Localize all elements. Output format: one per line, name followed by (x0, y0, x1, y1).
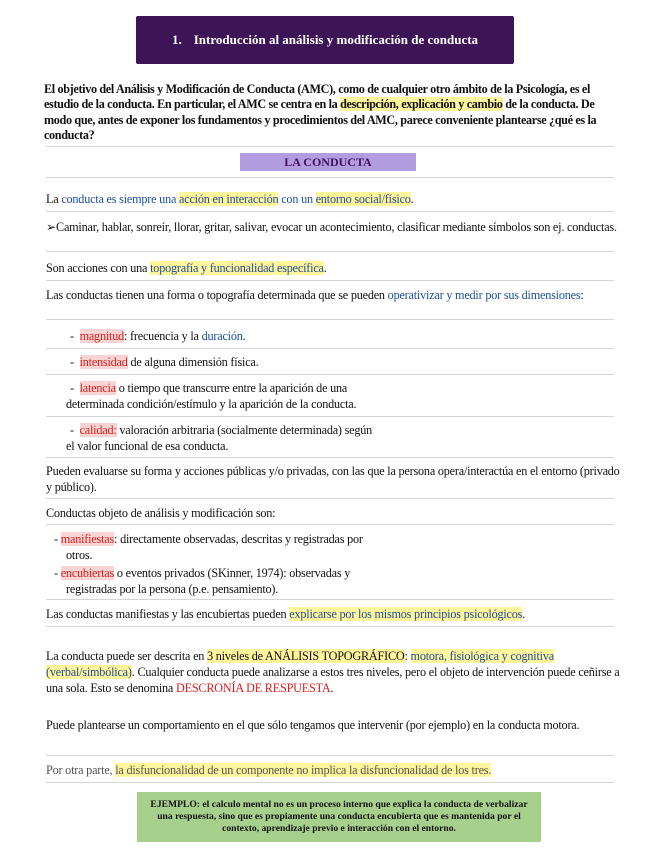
dash: - (70, 329, 74, 343)
example-box (137, 792, 541, 842)
intro-text-1: El objetivo del Análisis y Modificación de Conducta (AMC), como de cualquier otro ámbito de la Psicología, es el estudio de la conducta. En particular, el AMC se centra en la (44, 82, 591, 112)
dimension-key: calidad: (79, 423, 117, 437)
dash: - (54, 566, 58, 580)
defn-highlight: acción en interacción (179, 192, 279, 206)
object-text: : directamente observadas, descritas y registradas por (114, 532, 363, 546)
dimension-key: intensidad (79, 355, 128, 369)
dimension-magnitud (70, 328, 644, 344)
object-manifiestas (54, 531, 628, 547)
object-encubiertas-line2: registradas por la persona (p.e. pensamiento). (66, 582, 279, 596)
example-text: EJEMPLO: el calculo mental no es un proceso interno que explica la conducta de verbalizar una respuesta, sino que es propiamente una conducta encubierta que es mantenida por el contexto, aprendizaje previo e interacción con el entorno. (150, 799, 528, 834)
dimension-latencia-line2: determinada condición/estímulo y la aparición de la conducta. (66, 397, 357, 411)
motor-paragraph: Puede plantearse un comportamiento en el que sólo tengamos que intervenir (por ejemplo) en la conducta motora. (46, 718, 580, 732)
form-paragraph (46, 287, 620, 303)
divider (46, 498, 614, 499)
form-text: Las conductas tienen una forma o topografía determinada que se pueden (46, 288, 388, 302)
divider (46, 319, 614, 320)
dimension-text: o tiempo que transcurre entre la aparición de una (115, 381, 348, 395)
levels-text-2: . Cualquier conducta puede analizarse a estos tres niveles, pero el objeto de intervención puede ceñirse a una sola. Esto se denomina (46, 665, 620, 695)
other-highlight: la disfuncionalidad de un componente no implica la disfuncionalidad de los tres. (115, 763, 492, 777)
explain-paragraph (46, 606, 620, 622)
form-end: : (580, 288, 584, 302)
other-text: Por otra parte, (46, 763, 116, 777)
examples-text: Caminar, hablar, sonreír, llorar, gritar, salivar, evocar un acontecimiento, clasificar mediante símbolos son ej. conductas. (56, 220, 617, 234)
levels-paragraph (46, 648, 620, 696)
conduct-definition (46, 191, 620, 207)
dimension-end: . (242, 329, 246, 343)
objects-intro: Conductas objeto de análisis y modificación son: (46, 506, 276, 520)
divider (46, 755, 614, 756)
intro-text-2: de la conducta. De modo que, antes de exponer los fundamentos y procedimientos del AMC, parece conveniente plantearse ¿qué es la conducta? (44, 97, 597, 143)
defn-end: . (410, 192, 414, 206)
dimension-intensidad (70, 354, 644, 370)
actions-text: Son acciones con una (46, 261, 151, 275)
dimension-key: latencia (79, 381, 116, 395)
dimension-blue: duración (201, 329, 243, 343)
dimension-text: de alguna dimensión física. (127, 355, 259, 369)
defn-blue-2: con un (278, 192, 316, 206)
levels-end: . (330, 681, 334, 695)
evaluate-paragraph: Pueden evaluarse su forma y acciones públicas y/o privadas, con las que la persona opera/interactúa en el entorno (privado y público). (46, 464, 620, 494)
divider (46, 524, 614, 525)
intro-paragraph (44, 82, 622, 144)
dash: - (70, 423, 74, 437)
divider (46, 280, 614, 281)
intro-highlight: descripción, explicación y cambio (340, 97, 503, 112)
divider (46, 457, 614, 458)
conduct-examples (46, 219, 620, 235)
object-manifiestas-line2: otros. (66, 548, 93, 562)
divider (46, 782, 614, 783)
divider (46, 348, 614, 349)
levels-text: La conducta puede ser descrita en (46, 649, 208, 663)
object-text: o eventos privados (SKinner, 1974): observadas y (114, 566, 351, 580)
chapter-title: Introducción al análisis y modificación de conducta (193, 32, 479, 47)
explain-highlight: explicarse por los mismos principios psicológicos (289, 607, 523, 621)
divider (46, 251, 614, 252)
dimension-calidad-line2: el valor funcional de esa conducta. (66, 439, 229, 453)
object-encubiertas (54, 565, 628, 581)
explain-end: . (522, 607, 526, 621)
form-blue: operativizar y medir por sus dimensiones (387, 288, 581, 302)
actions-highlight: topografía y funcionalidad específica (150, 261, 324, 275)
object-key: encubiertas (60, 566, 115, 580)
dimension-latencia (70, 380, 644, 396)
levels-colon: : (404, 649, 411, 663)
defn-blue: conducta es siempre una (61, 192, 180, 206)
defn-text: La (46, 192, 62, 206)
divider (46, 374, 614, 375)
divider (46, 211, 614, 212)
divider (46, 177, 614, 178)
divider (46, 626, 614, 627)
arrow-bullet-icon: ➢ (46, 220, 57, 234)
dash: - (70, 381, 74, 395)
dash: - (70, 355, 74, 369)
actions-paragraph (46, 260, 620, 276)
dimension-key: magnitud (79, 329, 124, 343)
dash: - (54, 532, 58, 546)
divider (46, 146, 614, 147)
dimension-text: valoración arbitraria (socialmente determinada) según (116, 423, 373, 437)
divider (46, 599, 614, 600)
actions-end: . (323, 261, 327, 275)
dimension-calidad (70, 422, 644, 438)
levels-highlight: 3 niveles de ANÁLISIS TOPOGRÁFICO (207, 649, 405, 663)
explain-text: Las conductas manifiestas y las encubiertas pueden (46, 607, 290, 621)
chapter-title-banner (136, 16, 514, 64)
defn-highlight-2: entorno social/físico (315, 192, 411, 206)
levels-red: DESCRONÍA DE RESPUESTA (176, 681, 331, 695)
dimension-text: : frecuencia y la (124, 329, 202, 343)
object-key: manifiestas (60, 532, 115, 546)
divider (46, 416, 614, 417)
section-title: LA CONDUCTA (240, 153, 416, 171)
levels-types: motora, fisiológica y cognitiva (verbal/simbólica) (46, 649, 554, 679)
other-paragraph (46, 762, 620, 778)
chapter-number: 1. (171, 32, 182, 47)
